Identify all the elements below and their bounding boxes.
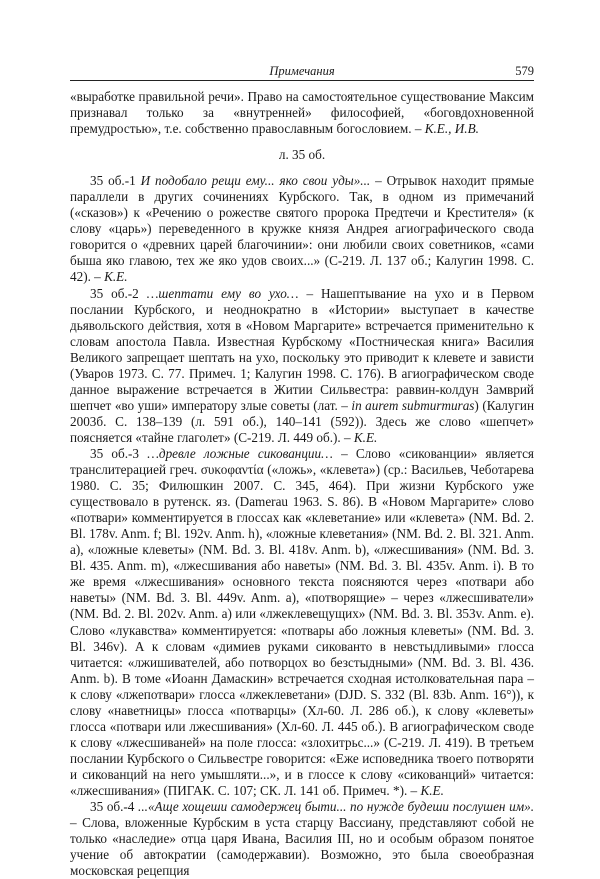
section-heading: л. 35 об. bbox=[278, 147, 326, 163]
running-header bbox=[70, 62, 534, 81]
note-id: 35 об.-4 bbox=[90, 799, 139, 815]
author-initials: К.Е. bbox=[104, 269, 128, 285]
running-title: Примечания bbox=[269, 64, 335, 78]
latin-phrase: in aurem submurmuras bbox=[351, 397, 475, 413]
intro-paragraph: «выработке правильной речи». Право на самостоятельное существование Максим признавал только за «внутренней» философией, «боговдохновенной премудростью», т.е. собственно православным богословием. – К.Е., И.В. bbox=[70, 89, 534, 137]
author-initials: К.Е. bbox=[353, 429, 378, 445]
note-35-3: 35 об.-3 …древле ложные сикованции… – Слово «сикованции» является транслитерацией греч. συκοφαντία («ложь», «клевета») (ср.: Васильев, Чеботарева 1980. С. 35; Филюшкин 2007. С. 345, 464). При жизни Курбского уже существовало в рутенск. яз. (Damerau 1963. S. 86). В «Новом Маргарите» слово «потвари» комментируется в глоссах как «клеветание» или «клевета» (NM. Bd. 2. Bl. 178v. Anm. f; Bl. 192v. Anm. h), «ложные клеветания» (NM. Bd. 2. Bl. 321. Anm. a), «ложные клеветы» (NM. Bd. 3. Bl. 418v. Anm. b), «лжесшивания» (NM. Bd. 3. Bl. 435. Anm. m), «лжесшивания або наветы» (NM. Bd. 3. Bl. 435v. Anm. i). В то же время «лжесшивания» основного текста поясняются через «потвари або наветы» (NM. Bd. 3. Bl. 449v. Anm. a), «потворящие» – через «лжесшиватели» (NM. Bd. 2. Bl. 202v. Anm. a) или «лжеклевещущих» (NM. Bd. 3. Bl. 353v. Anm. e). Слово «лукавства» комментируется: «потвары або ложныя клеветы» (NM. Bd. 3. Bl. 346v). А к словам «димиев руками сикованто в невстыдливыми» глосса читается: «лжишивателей, або потворцох во безстыдными» (NM. Bd. 3. Bl. 436. Anm. b). В томе «Иоанн Дамаскин» встречается сходная истолковательная пара – к слову «лжепотвари» глосса «лжеклеветани» (DJD. S. 332 (Bl. 83b. Anm. 16°)), к слову «наветницы» глосса «потварцы» (Хл-60. Л. 286 об.), к слову «клеветы» глосса «потвари или лжесшивания» (Хл-60. Л. 445 об.). В агиографическом своде к слову «лжесшиваней» на поле глосса: «злохитрьс...» (С-219. Л. 419). В третьем послании Курбского о Сильвестре говорится: «Еже исповедника твоего потворяти и сикованций на него умышляти...», и в глоссе к слову «сикованций» читается: «лжесшивания» (ПИГАК. С. 107; СК. Л. 141 об. Примеч. *). – К.Е. bbox=[70, 445, 534, 798]
page-number: 579 bbox=[515, 64, 534, 78]
note-35-2: 35 об.-2 …шептати ему во ухо… – Нашептывание на ухо и в Первом послании Курбского, и неоднократно в «Истории» выступает в качестве дьявольского действия, хотя в «Новом Маргарите» встречается применительно к словам апостола Павла. Известная Курбскому «Постническая книга» Василия Великого запрещает шептать на ухо, поскольку это приводит к клевете и зависти (Уваров 1973. С. 77. Примеч. 1; Калугин 1998. С. 176). В агиографическом своде данное выражение встречается в Житии Сильвестра: раввин-колдун Замврий шепчет «во уши» императору злые советы (лат. – in aurem submurmuras) (Калугин 2003б. С. 138–139 (л. 591 об.), 140–141 (592)). Здесь же слово «шепчет» поясняется «тайне глаголет» (С-219. Л. 449 об.). – К.Е. bbox=[70, 285, 534, 445]
note-lemma: …древле ложные сикованции… bbox=[147, 445, 333, 461]
author-initials: К.Е. bbox=[420, 782, 444, 798]
note-lemma: …шептати ему во ухо… bbox=[146, 285, 299, 301]
note-lemma: И подобало рещи ему... яко свои уды»... bbox=[140, 173, 371, 189]
note-id: 35 об.-2 bbox=[90, 285, 147, 301]
note-35-1: 35 об.-1 И подобало рещи ему... яко свои уды»... – Отрывок находит прямые параллели в других сочинениях Курбского. Так, в одном из примечаний («сказов») к «Речению о рожестве святого пророка Предтечи и Крестителя» (к слову «царь») переведенного в кружке князя Андрея агиографического свода говорится о «древних царей благочинии»: они любили своих советников, «сами быша яко главою, тех же яко удов своих...» (С-219. Л. 137 об.; Калугин 1998. С. 42). – К.Е. bbox=[70, 173, 534, 285]
page-body bbox=[70, 89, 534, 879]
note-lemma: ...«Аще хощеши самодержец быти... по нужде будеши послушен им». bbox=[138, 799, 535, 815]
note-id: 35 об.-1 bbox=[90, 173, 141, 189]
author-initials: К.Е., И.В. bbox=[424, 121, 479, 137]
note-id: 35 об.-3 bbox=[90, 445, 148, 461]
note-35-4: 35 об.-4 ...«Аще хощеши самодержец быти... по нужде будеши послушен им». – Слова, вложенные Курбским в уста старцу Вассиану, представляют собой не только «наследие» отца царя Ивана, Василия III, но и особым образом понятое учение об автократии (самодержавии). Возможно, это была своеобразная московская рецепция bbox=[70, 799, 535, 879]
